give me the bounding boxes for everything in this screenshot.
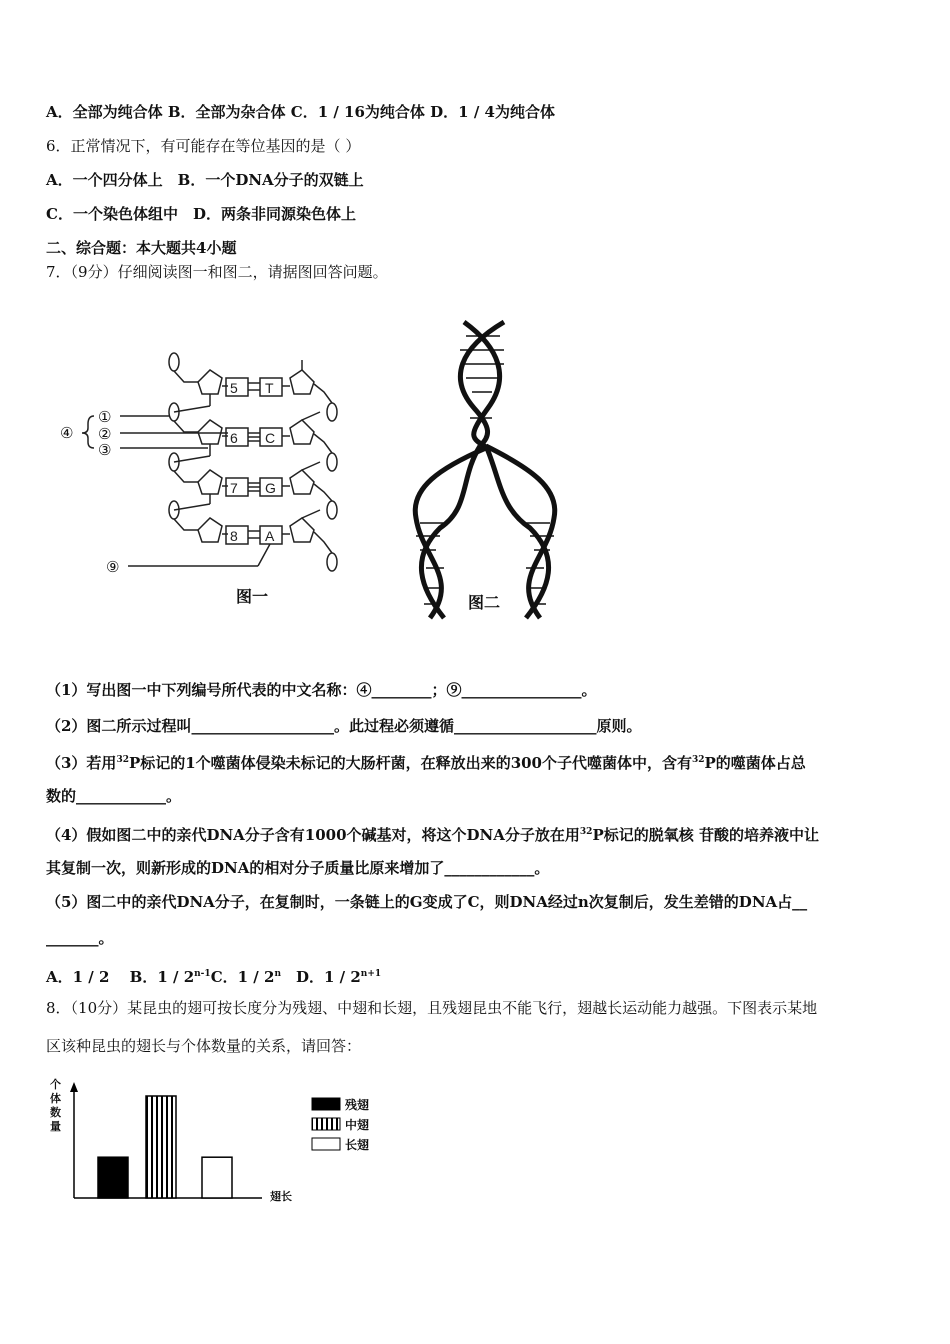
q7-sub4-post: P标记的脱氧核 苷酸的培养液中让 bbox=[592, 826, 819, 844]
section-heading: 二、综合题：本大题共4小题 bbox=[46, 239, 237, 257]
fig1-number-8: 8 bbox=[230, 528, 238, 544]
superscript-32: 32 bbox=[579, 827, 593, 837]
q7-sub4-line1 bbox=[46, 822, 819, 845]
legend-swatch-long bbox=[312, 1138, 340, 1150]
figure2-caption: 图二 bbox=[468, 593, 501, 612]
wing-length-chart bbox=[50, 1076, 390, 1216]
figure1-caption: 图一 bbox=[236, 587, 269, 606]
fig1-base-g: G bbox=[265, 480, 276, 496]
q7-sub2: （2）图二所示过程叫___________________。此过程必须遵循___________________原则。 bbox=[46, 717, 642, 735]
q7-sub3-line1 bbox=[46, 750, 806, 773]
fig1-number-5: 5 bbox=[230, 380, 238, 396]
fig1-number-7: 7 bbox=[230, 480, 238, 496]
legend-label-short: 残翅 bbox=[345, 1098, 370, 1112]
y-label-char: 量 bbox=[50, 1120, 61, 1133]
q7-sub3-mid: P标记的1个噬菌体侵染未标记的大肠杆菌，在释放出来的300个子代噬菌体中，含有 bbox=[128, 754, 692, 772]
fig1-label-9: ⑨ bbox=[106, 558, 120, 576]
fig1-base-t: T bbox=[265, 380, 274, 396]
figure1-dna-ladder bbox=[50, 320, 350, 620]
fig1-label-4: ④ bbox=[60, 424, 74, 442]
superscript: n bbox=[274, 969, 281, 979]
q6-stem: 6．正常情况下，有可能存在等位基因的是（ ） bbox=[46, 137, 361, 155]
q7-sub4-line2: 其复制一次，则新形成的DNA的相对分子质量比原来增加了____________。 bbox=[46, 859, 550, 877]
superscript-32: 32 bbox=[116, 755, 129, 765]
superscript: n-1 bbox=[194, 969, 211, 979]
fig1-label-3: ③ bbox=[98, 441, 112, 459]
q7-sub3-post: P的噬菌体占总 bbox=[704, 754, 806, 772]
fig1-label-1: ① bbox=[98, 408, 112, 426]
legend-swatch-short bbox=[312, 1098, 340, 1110]
y-label-char: 体 bbox=[50, 1092, 61, 1105]
y-label-char: 数 bbox=[50, 1106, 61, 1119]
fig1-base-c: C bbox=[265, 430, 276, 446]
fig1-base-a: A bbox=[265, 528, 275, 544]
q8-stem-line1: 8．（10分）某昆虫的翅可按长度分为残翅、中翅和长翅，且残翅昆虫不能飞行，翅越长运动能力越强。下图表示某地 bbox=[46, 999, 818, 1017]
q7-sub5-options bbox=[46, 964, 381, 987]
fig1-label-2: ② bbox=[98, 425, 112, 443]
q7-sub3-line2: 数的____________。 bbox=[46, 787, 182, 805]
q6-options-ab: A．一个四分体上 B．一个DNA分子的双链上 bbox=[46, 171, 364, 189]
q5-options: A．全部为纯合体 B．全部为杂合体 C．1 / 16为纯合体 D．1 / 4为纯合体 bbox=[46, 103, 555, 121]
legend-label-long: 长翅 bbox=[345, 1138, 370, 1152]
bar-short-wing bbox=[98, 1157, 128, 1198]
q7-stem: 7．（9分）仔细阅读图一和图二，请据图回答问题。 bbox=[46, 263, 388, 281]
fig1-number-6: 6 bbox=[230, 430, 238, 446]
superscript-32: 32 bbox=[692, 755, 705, 765]
q7-sub3-pre: （3）若用 bbox=[46, 754, 117, 772]
figure2-dna-replication bbox=[400, 318, 580, 628]
q7-sub5-line1: （5）图二中的亲代DNA分子，在复制时，一条链上的G变成了C，则DNA经过n次复制后，发生差错的DNA占__ bbox=[46, 893, 808, 911]
q6-options-cd: C．一个染色体组中 D．两条非同源染色体上 bbox=[46, 205, 356, 223]
q7-sub5-line2: _______。 bbox=[46, 929, 114, 947]
y-label-char: 个 bbox=[50, 1078, 61, 1091]
q8-stem-line2: 区该种昆虫的翅长与个体数量的关系，请回答： bbox=[46, 1037, 362, 1055]
q7-sub1: （1）写出图一中下列编号所代表的中文名称：④________；⑨________________。 bbox=[46, 681, 597, 699]
superscript: n+1 bbox=[360, 969, 382, 979]
q7-sub4-pre: （4）假如图二中的亲代DNA分子含有1000个碱基对，将这个DNA分子放在用 bbox=[46, 826, 580, 844]
legend-swatch-medium bbox=[312, 1118, 340, 1130]
option-a-b: A．1 / 2 B．1 / 2 bbox=[46, 968, 195, 986]
bar-medium-wing bbox=[146, 1096, 176, 1198]
option-c: C．1 / 2 bbox=[210, 968, 275, 986]
y-axis-arrow bbox=[70, 1082, 78, 1092]
legend-label-medium: 中翅 bbox=[345, 1118, 370, 1132]
option-d: D．1 / 2 bbox=[280, 968, 361, 986]
x-axis-label: 翅长 bbox=[270, 1190, 292, 1203]
bar-long-wing bbox=[202, 1157, 232, 1198]
